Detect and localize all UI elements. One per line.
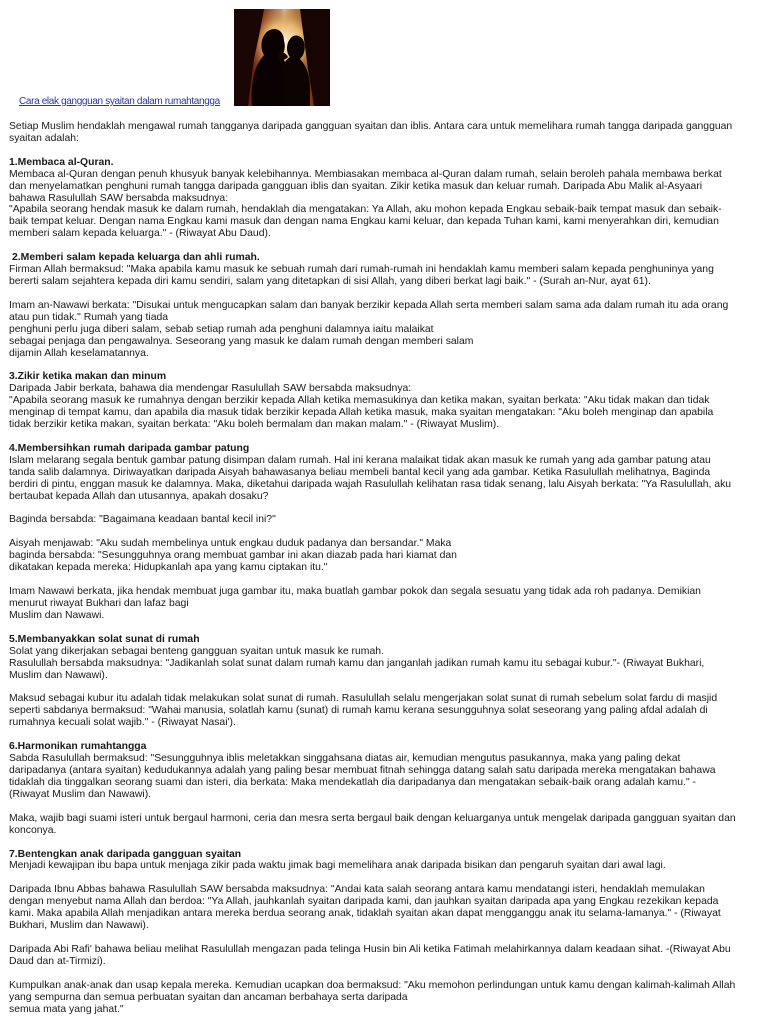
- section-6: [9, 741, 761, 836]
- section-paragraph: Aisyah menjawab: "Aku sudah membelinya untuk engkau duduk padanya dan bersandar." Maka baginda bersabda: "Sesungguhnya orang membuat gambar ini akan diazab pada hari kiamat dan dikatakan kepada mereka: Hidupkanlah apa yang kamu ciptakan itu.": [9, 538, 457, 574]
- article-image: [234, 9, 330, 106]
- section-4: [9, 443, 761, 622]
- section-title: 6.Harmonikan rumahtangga: [9, 741, 147, 753]
- section-5: [9, 634, 761, 729]
- section-paragraph: Imam Nawawi berkata, jika hendak membuat juga gambar itu, maka buatlah gambar pokok dan segala sesuatu yang tidak ada roh padanya. Demikian menurut riwayat Bukhari dan lafaz bagi Muslim dan Nawawi.: [9, 586, 701, 621]
- section-paragraph: Maka, wajib bagi suami isteri untuk bergaul harmoni, ceria dan mesra serta bergaul baik dengan keluarganya untuk mengelak daripada gangguan syaitan dan konconya.: [9, 812, 736, 836]
- section-paragraph: Maksud sebagai kubur itu adalah tidak melakukan solat sunat di rumah. Rasulullah selalu mengerjakan solat sunat di rumah sebelum solat fardu di masjid seperti sabdanya bermaksud: "Wahai manusia, solatlah kamu (sunat) di rumah kamu kerana sesungguhnya solat seseorang yang paling afdal adalah di rumahnya kecuali solat wajib." - (Riwayat Nasai').: [9, 693, 718, 729]
- section-paragraph: Imam an-Nawawi berkata: "Disukai untuk mengucapkan salam dan banyak berzikir kepada Allah serta memberi salam sama ada dalam rumah itu ada orang atau pun tidak." Rumah yang tiada penghuni perlu juga diberi salam, sebab setiap rumah ada penghuni dalamnya iaitu malaikat sebagai penjaga dan pengawalnya. Seseorang yang masuk ke dalam rumah dengan memberi salam dijamin Allah keselamatannya.: [9, 299, 729, 359]
- section-1: [9, 157, 761, 240]
- section-paragraph: Menjadi kewajipan ibu bapa untuk menjaga zikir pada waktu jimak bagi memelihara anak daripada bisikan dan pengaruh syaitan dari awal lagi.: [9, 860, 666, 872]
- section-title: 4.Membersihkan rumah daripada gambar patung: [9, 442, 250, 454]
- section-title: 7.Bentengkan anak daripada gangguan syaitan: [9, 848, 242, 860]
- section-paragraph: Membaca al-Quran dengan penuh khusyuk banyak kelebihannya. Membiasakan membaca al-Quran dalam rumah, selain beroleh pahala membawa berkat dan menyelamatkan penghuni rumah tangga daripada gangguan iblis dan syaitan. Zikir ketika masuk dan keluar rumah. Daripada Abu Malik al-Asyaari bahawa Rasulullah SAW bersabda maksudnya: "Apabila seorang hendak masuk ke dalam rumah, hendaklah dia mengatakan: Ya Allah, aku mohon kepada Engkau sebaik-baik tempat masuk dan sebaik- baik tempat keluar. Dengan nama Engkau kami masuk dan dengan nama Engkau kami keluar, dan kepada Tuhan kami, kami menyerahkan diri, kemudian memberi salam kepada keluarga." - (Riwayat Abu Daud).: [9, 168, 722, 240]
- section-paragraph: Daripada Jabir berkata, bahawa dia mendengar Rasulullah SAW bersabda maksudnya: "Apabila seorang masuk ke rumahnya dengan berzikir kepada Allah ketika memasukinya dan ketika makan, syaitan berkata: "Aku tidak makan dan tidak menginap di tempat kamu, dan apabila dia masuk tidak berzikir kepada Allah ketika masuk, maka syaitan mengatakan: "Aku boleh menginap dan apabila tidak berzikir ketika makan, syaitan berkata: "Aku boleh bermalam dan makan malam." - (Riwayat Muslim).: [9, 383, 714, 431]
- section-paragraph: Baginda bersabda: "Bagaimana keadaan bantal kecil ini?": [9, 514, 276, 526]
- section-paragraph: Daripada Ibnu Abbas bahawa Rasulullah SAW bersabda maksudnya: "Andai kata salah seorang antara kamu mendatangi isteri, hendaklah memulakan dengan menyebut nama Allah dan berdoa: "Ya Allah, jauhkanlah syaitan daripada kami, dan jauhkan syaitan daripada apa yang Engkau rezekikan kepada kami. Maka apabila Allah menjadikan antara mereka berdua seorang anak, tidaklah syaitan akan dapat mengganggu anak itu selama-lamanya." - (Riwayat Bukhari, Muslim dan Nawawi).: [9, 884, 721, 932]
- section-7: [9, 849, 761, 1016]
- article-content: [9, 121, 761, 1027]
- couple-silhouette-image: [234, 9, 330, 106]
- section-title: 3.Zikir ketika makan dan minum: [9, 371, 167, 383]
- section-2: [9, 252, 761, 359]
- section-title: 5.Membanyakkan solat sunat di rumah: [9, 633, 200, 645]
- section-paragraph: Firman Allah bermaksud: "Maka apabila kamu masuk ke sebuah rumah dari rumah-rumah ini hendaklah kamu memberi salam kepada penghuninya yang bererti salam sejahtera kepada diri kamu sendiri, salam yang ditetapkan di sisi Allah, yang diberi berkat lagi baik." - (Surah an-Nur, ayat 61).: [9, 264, 714, 287]
- section-paragraph: Solat yang dikerjakan sebagai benteng gangguan syaitan untuk masuk ke rumah. Rasulullah bersabda maksudnya: "Jadikanlah solat sunat dalam rumah kamu dan janganlah jadikan rumah kamu itu sebagai kubur."- (Riwayat Bukhari, Muslim dan Nawawi).: [9, 645, 705, 681]
- section-paragraph: Daripada Abi Rafi' bahawa beliau melihat Rasulullah mengazan pada telinga Husin bin Ali ketika Fatimah melahirkannya dalam keadaan sihat. -(Riwayat Abu Daud dan at-Tirmizi).: [9, 943, 731, 967]
- section-paragraph: Sabda Rasulullah bermaksud: "Sesungguhnya iblis meletakkan singgahsana diatas air, kemudian mengutus pasukannya, maka yang paling dekat daripadanya (antara syaitan) kedudukannya adalah yang paling besar membuat fitnah sehingga datang salah satu daripada mereka mengatakan bahawa tidaklah dia tinggalkan seorang suami dan isteri, dia berkata: Maka mendekatlah dia daripadanya dan mengatakan sebaik-baik orang adalah kamu." - (Riwayat Muslim dan Nawawi).: [9, 753, 716, 800]
- section-title: 2.Memberi salam kepada keluarga dan ahli rumah.: [12, 252, 260, 264]
- section-paragraph: Islam melarang segala bentuk gambar patung disimpan dalam rumah. Hal ini kerana malaikat tidak akan masuk ke rumah yang ada gambar patung atau tanda salib dalamnya. Diriwayatkan daripada Aisyah bahawasanya beliau membeli bantal kecil yang ada gambar. Ketika Rasulullah melihatnya, Baginda berdiri di pintu, enggan masuk ke dalamnya. Maka, diketahui daripada wajah Rasulullah kelihatan rasa tidak senang, lalu Aisyah berkata: "Ya Rasulullah, aku bertaubat kepada Allah dan utusannya, apakah dosaku?: [9, 454, 732, 502]
- section-paragraph: Kumpulkan anak-anak dan usap kepala mereka. Kemudian ucapkan doa bermaksud: "Aku memohon perlindungan untuk kamu dengan kalimah-kalimah Allah yang sempurna dan semua perbuatan syaitan dan ancaman berbahaya serta daripada semua mata yang jahat.": [9, 979, 736, 1015]
- section-3: [9, 371, 761, 431]
- intro-paragraph: Setiap Muslim hendaklah mengawal rumah tangganya daripada gangguan syaitan dan iblis. Antara cara untuk memelihara rumah tangga daripada gangguan syaitan adalah:: [9, 121, 733, 144]
- article-title-link[interactable]: Cara elak gangguan syaitan dalam rumahtangga: [19, 96, 220, 107]
- section-title: 1.Membaca al-Quran.: [9, 156, 114, 168]
- section-list: [9, 157, 761, 1016]
